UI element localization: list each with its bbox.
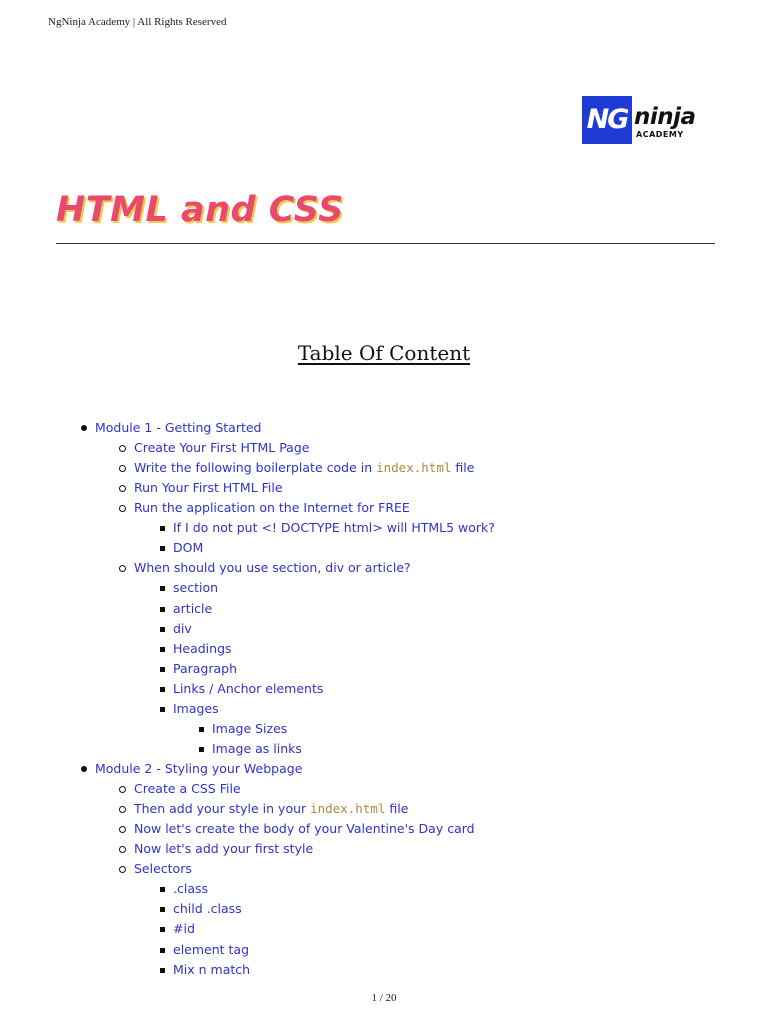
document-title: HTML and CSS bbox=[56, 190, 344, 230]
circle-bullet-icon bbox=[117, 558, 129, 578]
toc-link-text: Mix n match bbox=[173, 962, 251, 977]
toc-link[interactable] bbox=[212, 739, 302, 759]
square-bullet-icon bbox=[156, 659, 168, 679]
circle-bullet-icon bbox=[117, 458, 129, 478]
toc-link-text: Image as links bbox=[212, 741, 302, 756]
inline-code: index.html bbox=[310, 801, 386, 816]
square-bullet-icon bbox=[156, 899, 168, 919]
logo-ng-mark: NG bbox=[582, 96, 632, 144]
toc-link[interactable] bbox=[173, 879, 208, 899]
ngninja-academy-logo bbox=[582, 96, 718, 144]
toc-link-text: Headings bbox=[173, 641, 232, 656]
toc-link[interactable] bbox=[134, 839, 313, 859]
toc-link[interactable] bbox=[173, 919, 195, 939]
toc-link[interactable] bbox=[134, 779, 241, 799]
toc-link-text: Then add your style in your bbox=[134, 801, 311, 816]
toc-link-text: Run Your First HTML File bbox=[134, 480, 283, 495]
toc-link-text: Links / Anchor elements bbox=[173, 681, 324, 696]
toc-link-text-suffix: file bbox=[385, 801, 409, 816]
square-bullet-icon bbox=[156, 960, 168, 980]
square-bullet-icon bbox=[156, 679, 168, 699]
toc-link[interactable] bbox=[95, 759, 302, 779]
square-bullet-icon bbox=[195, 719, 207, 739]
toc-link[interactable] bbox=[173, 659, 237, 679]
toc-link[interactable] bbox=[134, 859, 192, 879]
logo-academy-text: ACADEMY bbox=[636, 130, 684, 139]
toc-link-text: section bbox=[173, 580, 219, 595]
square-bullet-icon bbox=[156, 639, 168, 659]
toc-link[interactable] bbox=[173, 699, 219, 719]
toc-link-text: Create Your First HTML Page bbox=[134, 440, 310, 455]
toc-link-text: Now let's create the body of your Valentine's Day card bbox=[134, 821, 475, 836]
toc-link-text: Image Sizes bbox=[212, 721, 288, 736]
toc-heading: Table Of Content bbox=[297, 341, 471, 365]
disc-bullet-icon bbox=[78, 759, 90, 779]
square-bullet-icon bbox=[156, 879, 168, 899]
toc-link[interactable] bbox=[134, 478, 283, 498]
toc-link[interactable] bbox=[173, 639, 232, 659]
toc-link-text: Run the application on the Internet for FREE bbox=[134, 500, 410, 515]
toc-link[interactable] bbox=[95, 418, 261, 438]
square-bullet-icon bbox=[156, 518, 168, 538]
toc-link[interactable] bbox=[173, 960, 250, 980]
square-bullet-icon bbox=[156, 578, 168, 598]
square-bullet-icon bbox=[156, 538, 168, 558]
toc-link[interactable] bbox=[173, 538, 203, 558]
toc-link-text: article bbox=[173, 601, 213, 616]
toc-link[interactable] bbox=[134, 498, 410, 518]
page-header: NgNinja Academy | All Rights Reserved bbox=[48, 16, 227, 28]
circle-bullet-icon bbox=[117, 438, 129, 458]
toc-link-text: Module 1 - Getting Started bbox=[95, 420, 262, 435]
circle-bullet-icon bbox=[117, 478, 129, 498]
toc-link-text: Selectors bbox=[134, 861, 192, 876]
toc-link-text: Now let's add your first style bbox=[134, 841, 314, 856]
toc-link-text: Images bbox=[173, 701, 219, 716]
toc-link-text: child .class bbox=[173, 901, 242, 916]
toc-link[interactable] bbox=[173, 578, 218, 598]
toc-link[interactable] bbox=[134, 438, 309, 458]
toc-link-text: Create a CSS File bbox=[134, 781, 241, 796]
toc-link-text: #id bbox=[173, 921, 195, 936]
circle-bullet-icon bbox=[117, 779, 129, 799]
toc-link[interactable] bbox=[134, 458, 474, 478]
square-bullet-icon bbox=[156, 919, 168, 939]
circle-bullet-icon bbox=[117, 839, 129, 859]
logo-ninja-text: ninja bbox=[634, 104, 696, 130]
toc-link-text: DOM bbox=[173, 540, 204, 555]
toc-link[interactable] bbox=[173, 518, 495, 538]
circle-bullet-icon bbox=[117, 799, 129, 819]
toc-link-text: If I do not put <! DOCTYPE html> will HTML5 work? bbox=[173, 520, 495, 535]
toc-link-text: Module 2 - Styling your Webpage bbox=[95, 761, 303, 776]
square-bullet-icon bbox=[156, 619, 168, 639]
circle-bullet-icon bbox=[117, 859, 129, 879]
title-divider bbox=[56, 243, 715, 244]
circle-bullet-icon bbox=[117, 819, 129, 839]
toc-link[interactable] bbox=[134, 558, 411, 578]
toc-link[interactable] bbox=[212, 719, 287, 739]
square-bullet-icon bbox=[156, 599, 168, 619]
disc-bullet-icon bbox=[78, 418, 90, 438]
page-number: 1 / 20 bbox=[371, 992, 397, 1004]
toc-link[interactable] bbox=[173, 940, 249, 960]
toc-link[interactable] bbox=[134, 799, 408, 819]
toc-link-text: .class bbox=[173, 881, 209, 896]
toc-link-text: When should you use section, div or article? bbox=[134, 560, 411, 575]
square-bullet-icon bbox=[195, 739, 207, 759]
toc-link[interactable] bbox=[173, 599, 212, 619]
toc-link-text: div bbox=[173, 621, 192, 636]
circle-bullet-icon bbox=[117, 498, 129, 518]
square-bullet-icon bbox=[156, 940, 168, 960]
toc-link-text: Write the following boilerplate code in bbox=[134, 460, 377, 475]
toc-link-text: element tag bbox=[173, 942, 250, 957]
toc-link[interactable] bbox=[173, 899, 242, 919]
toc-link-text-suffix: file bbox=[451, 460, 475, 475]
toc-link[interactable] bbox=[134, 819, 475, 839]
toc-link-text: Paragraph bbox=[173, 661, 238, 676]
toc-link[interactable] bbox=[173, 619, 192, 639]
toc-link[interactable] bbox=[173, 679, 323, 699]
logo-wordmark bbox=[632, 96, 718, 144]
square-bullet-icon bbox=[156, 699, 168, 719]
inline-code: index.html bbox=[376, 460, 452, 475]
